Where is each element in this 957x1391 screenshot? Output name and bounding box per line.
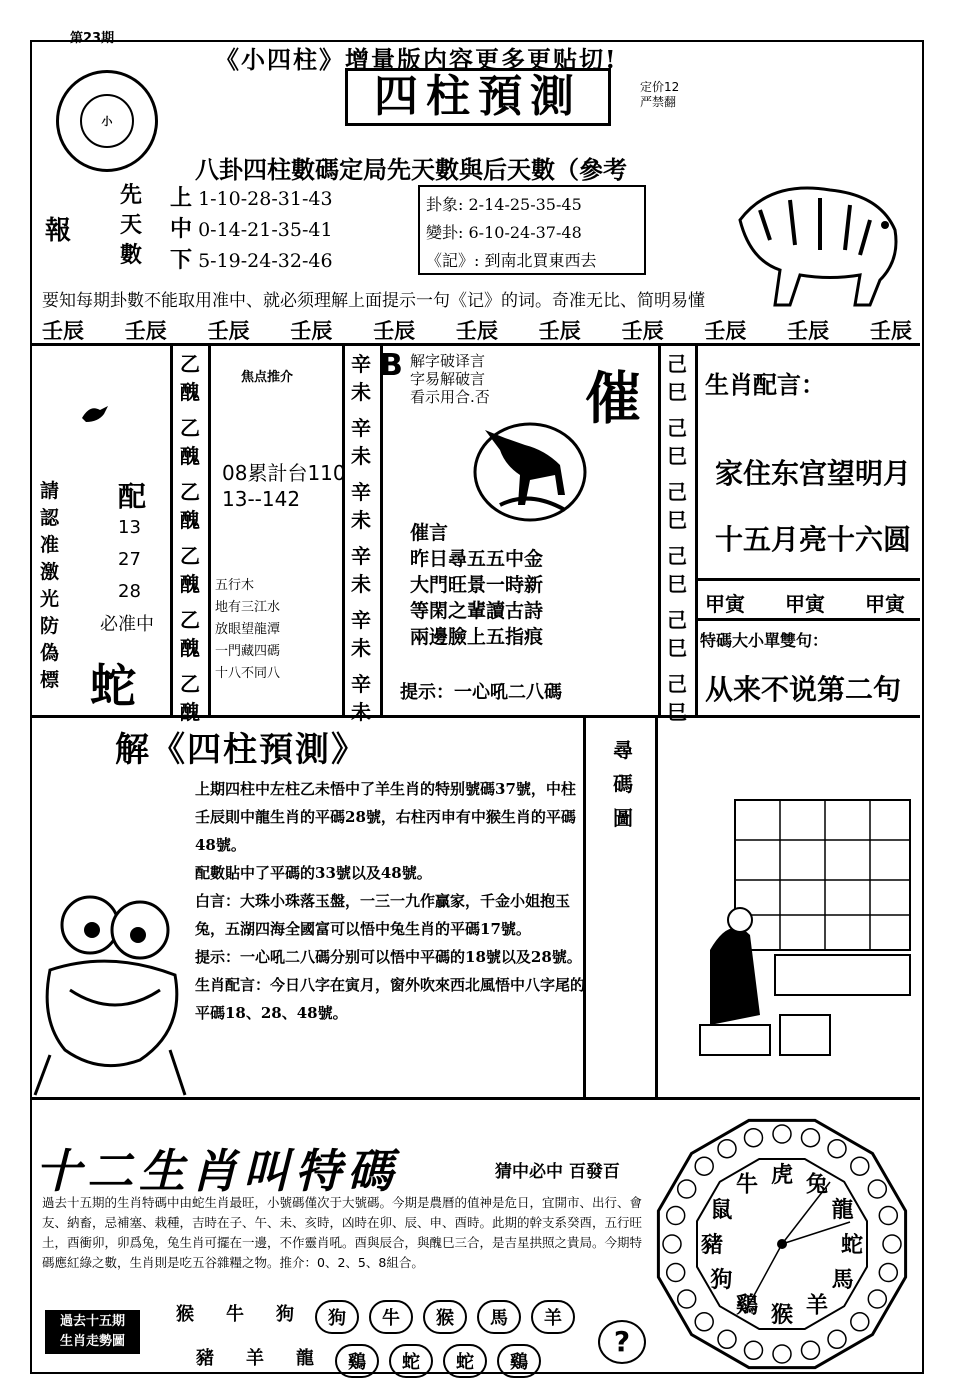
wheel-zodiac-label: 羊 <box>805 1292 829 1319</box>
b-letter: B <box>380 348 403 383</box>
jiayin-item: 甲寅 <box>785 592 825 616</box>
wheel-number-ball <box>802 1129 820 1147</box>
xinwei-item: 辛未 <box>351 416 371 468</box>
trend-row-1 <box>165 1300 575 1334</box>
wheel-number-ball <box>667 1207 685 1225</box>
renchen-item: 壬辰 <box>455 318 498 343</box>
question-mark: ? <box>598 1320 646 1364</box>
jiayin-row <box>705 588 905 617</box>
explain-title: 解《四柱預測》 <box>115 730 367 770</box>
divider <box>697 578 920 581</box>
wheel-number-ball <box>695 1313 713 1331</box>
wheel-number-ball <box>678 1180 696 1198</box>
zodiac-item: 猴 <box>176 1304 194 1325</box>
wheel-number-ball <box>678 1290 696 1308</box>
zodiac-item: 狗 <box>276 1304 294 1325</box>
yichou-item: 乙醜 <box>180 544 200 596</box>
cuiyan-line: 大門旺景一時新 <box>410 574 544 596</box>
cuiyan-title: 催言 <box>410 522 449 544</box>
wheel-number-ball <box>663 1235 681 1253</box>
explain-paragraph: 白言：大珠小珠落玉盤，一三一九作贏家，千金小姐抱玉兔，五湖四海全國富可以悟中兔生肖的平碼17號。 <box>195 892 571 938</box>
wheel-zodiac-label: 虎 <box>770 1162 794 1188</box>
yichou-item: 乙醜 <box>180 416 200 468</box>
pei-label: 配 <box>118 480 147 513</box>
cuiyan-poem <box>410 520 543 650</box>
wheel-zodiac-label: 豬 <box>700 1232 724 1258</box>
wheel-number-ball <box>883 1235 901 1253</box>
zodiac-item: 鷄 <box>497 1344 541 1378</box>
wheel-number-ball <box>745 1129 763 1147</box>
wheel-number-ball <box>695 1157 713 1175</box>
divider <box>655 718 658 1098</box>
divider <box>380 343 383 715</box>
cui-heading: 催 <box>585 366 641 432</box>
seal-inner: 小 <box>80 94 134 148</box>
renchen-item: 壬辰 <box>704 318 747 343</box>
wheel-number-ball <box>773 1125 791 1143</box>
xinwei-item: 辛未 <box>351 352 371 404</box>
anti-counterfeit-note: 請認准激光防偽標 <box>40 480 60 691</box>
jisi-column <box>663 350 691 734</box>
jisi-item: 己巳 <box>667 352 687 404</box>
poem-line: 一門藏四碼 <box>215 644 281 659</box>
zodiac-analysis: 過去十五期的生肖特碼中由蛇生肖最旺，小號碼僅次于大號碼。今期是農曆的值神是危日，宜開市、出行、會友、納畜，忌補塞、栽種，吉時在子、午、未、亥時，凶時在卯、辰、申、酉時。此期的幹支系癸酉，五行旺土，酉衝卯，卯爲兔，兔生肖可擺在一邊，不作靈肖吼。酉與辰合，與醜巳三合，是吉星拱照之貴局。今期特碼應紅綠之數，生肖則是吃五谷雜糧之物。推介：0、2、5、8組合。 <box>42 1195 643 1270</box>
xinwei-item: 辛未 <box>351 608 371 660</box>
banner: 《小四柱》增量版内容更多更贴切! <box>215 45 618 74</box>
wheel-number-ball <box>879 1264 897 1282</box>
poem-line: 十八不同八 <box>215 666 281 681</box>
number-row: 中 0-14-21-35-41 <box>170 216 333 242</box>
riddle-line: 字易解破言 <box>410 370 486 388</box>
wheel-zodiac-label: 鷄 <box>735 1292 759 1319</box>
zodiac-item: 豬 <box>196 1348 214 1369</box>
xiantian-labels <box>120 180 142 270</box>
renchen-item: 壬辰 <box>373 318 416 343</box>
wheel-zodiac-label: 鼠 <box>710 1197 733 1223</box>
number-row: 下 5-19-24-32-46 <box>170 247 333 273</box>
renchen-item: 壬辰 <box>621 318 664 343</box>
zodiac-item: 猴 <box>423 1300 467 1334</box>
pei-number: 13 <box>118 517 141 538</box>
number-rows <box>170 183 333 276</box>
divider <box>30 715 920 718</box>
zodiac-item: 狗 <box>315 1300 359 1334</box>
deer-emblem <box>470 410 590 525</box>
riddle-lines <box>410 352 490 406</box>
shengxiao-title: 生肖配言： <box>705 370 825 399</box>
xinwei-item: 辛未 <box>351 672 371 724</box>
divider <box>697 618 920 621</box>
size-label: 特碼大小單雙句： <box>700 631 829 650</box>
bird-icon <box>80 400 110 426</box>
yichou-item: 乙醜 <box>180 672 200 724</box>
poem-line: 五行木 <box>215 578 255 593</box>
jisi-item: 己巳 <box>667 672 687 724</box>
page-title: 四柱預測 <box>345 68 611 126</box>
wheel-number-ball <box>745 1341 763 1359</box>
shengxiao-line: 十五月亮十六圆 <box>715 523 912 556</box>
wheel-number-ball <box>868 1290 886 1308</box>
jisi-item: 己巳 <box>667 416 687 468</box>
guess-slogan: 猜中必中 百發百 <box>495 1162 620 1182</box>
tip-line: 提示：一心吼二八碼 <box>400 682 562 703</box>
xinwei-item: 辛未 <box>351 544 371 596</box>
wheel-number-ball <box>851 1157 869 1175</box>
wheel-number-ball <box>667 1264 685 1282</box>
gua-row: 卦象: 2-14-25-35-45 <box>426 195 582 214</box>
wheel-number-ball <box>879 1207 897 1225</box>
seal-stamp <box>56 70 158 172</box>
cuiyan-line: 昨日尋五五中金 <box>410 548 544 570</box>
renchen-row <box>42 315 912 345</box>
explain-text <box>195 775 585 1027</box>
renchen-item: 壬辰 <box>869 318 912 343</box>
explain-paragraph: 上期四柱中左柱乙未悟中了羊生肖的特别號碼37號，中柱壬辰則中龍生肖的平碼28號，右柱丙申有中猴生肖的平碼48號。 <box>195 780 576 854</box>
divider <box>170 343 173 715</box>
xunma-char: 圖 <box>613 806 633 830</box>
cumulative-line: 08累計台110 <box>222 461 346 485</box>
zodiac-item: 羊 <box>531 1300 575 1334</box>
wheel-zodiac-label: 兔 <box>805 1171 829 1198</box>
zodiac-item: 鷄 <box>335 1344 379 1378</box>
bizhun-label: 必准中 <box>100 614 154 635</box>
jiayin-item: 甲寅 <box>865 592 905 616</box>
trend-row-2 <box>185 1344 541 1378</box>
price-line: 定价12 <box>640 80 680 94</box>
wheel-number-ball <box>828 1330 846 1348</box>
yichou-item: 乙醜 <box>180 480 200 532</box>
trend-label-line: 過去十五期 <box>59 1314 125 1329</box>
label-xian: 先 <box>120 182 143 208</box>
wheel-number-ball <box>828 1140 846 1158</box>
renchen-item: 壬辰 <box>207 318 250 343</box>
wheel-number-ball <box>868 1180 886 1198</box>
tiger-illustration <box>720 150 910 310</box>
xunma-char: 尋 <box>613 738 633 762</box>
divider <box>695 343 698 715</box>
focus-label: 焦点推介 <box>240 370 293 385</box>
wuxing-poem <box>215 575 280 685</box>
poem-line: 放眼望龍潭 <box>215 622 281 637</box>
trend-label-line: 生肖走勢圖 <box>59 1334 125 1349</box>
xunma-label <box>608 733 638 835</box>
riddle-line: 解字破译言 <box>410 352 486 370</box>
wheel-number-ball <box>773 1345 791 1363</box>
wheel-zodiac-label: 狗 <box>710 1267 733 1293</box>
zodiac-item: 龍 <box>296 1348 314 1369</box>
yichou-item: 乙醜 <box>180 352 200 404</box>
renchen-item: 壬辰 <box>787 318 830 343</box>
cumulative-record <box>222 460 346 512</box>
explain-paragraph: 配數貼中了平碼的33號以及48號。 <box>195 864 432 882</box>
wheel-number-ball <box>718 1140 736 1158</box>
poem-line: 地有三江水 <box>215 600 281 615</box>
divider <box>342 343 345 715</box>
renchen-item: 壬辰 <box>538 318 581 343</box>
size-line: 从来不说第二句 <box>705 673 902 706</box>
gua-row: 變卦: 6-10-24-37-48 <box>426 223 582 242</box>
wheel-zodiac-label: 猴 <box>770 1302 794 1328</box>
wheel-number-ball <box>802 1341 820 1359</box>
snake-zodiac: 蛇 <box>90 659 136 713</box>
zodiac-item: 蛇 <box>389 1344 433 1378</box>
zodiac-item: 馬 <box>477 1300 521 1334</box>
price-note <box>640 80 679 110</box>
label-tian: 天 <box>120 212 143 238</box>
room-illustration <box>690 795 915 1095</box>
cuiyan-line: 兩邊臉上五指痕 <box>410 626 544 648</box>
shengxiao-line: 家住东宫望明月 <box>715 457 912 490</box>
jiayin-item: 甲寅 <box>705 592 745 616</box>
renchen-item: 壬辰 <box>42 318 84 343</box>
wheel-zodiac-label: 牛 <box>735 1171 759 1198</box>
xinwei-column <box>347 350 375 734</box>
xinwei-item: 辛未 <box>351 480 371 532</box>
wheel-number-ball <box>718 1330 736 1348</box>
yichou-column <box>176 350 204 734</box>
explain-paragraph: 生肖配言：今日八字在寅月，窗外吹來西北風悟中八字尾的平碼18、28、48號。 <box>195 976 586 1022</box>
zodiac-item: 牛 <box>369 1300 413 1334</box>
frog-cartoon <box>30 880 190 1100</box>
riddle-line: 看示用合.否 <box>410 388 490 406</box>
xunma-char: 碼 <box>613 772 633 796</box>
pei-number: 28 <box>118 581 141 602</box>
zodiac-item: 蛇 <box>443 1344 487 1378</box>
number-row: 上 1-10-28-31-43 <box>170 185 333 211</box>
renchen-item: 壬辰 <box>124 318 167 343</box>
zodiac-banner: 十二生肖叫特碼 <box>35 1144 399 1198</box>
bao-label: 報 <box>45 216 72 246</box>
cuiyan-line: 等閑之輩讀古詩 <box>410 600 544 622</box>
issue-number: 第23期 <box>70 31 115 46</box>
wheel-zodiac-label: 龍 <box>831 1197 854 1223</box>
instruction-note: 要知每期卦數不能取用准中、就必须理解上面提示一句《记》的词。奇准无比、简明易懂 <box>42 291 705 311</box>
cumulative-line: 13--142 <box>222 487 301 511</box>
zodiac-wheel <box>650 1112 914 1376</box>
label-shu: 數 <box>120 242 143 268</box>
divider <box>208 343 211 715</box>
wheel-zodiac-label: 馬 <box>831 1267 854 1293</box>
trend-label <box>45 1310 140 1354</box>
gua-row: 《記》: 到南北買東西去 <box>426 251 597 270</box>
pei-number: 27 <box>118 549 141 570</box>
zodiac-item: 羊 <box>246 1348 264 1369</box>
renchen-item: 壬辰 <box>290 318 333 343</box>
jisi-item: 己巳 <box>667 608 687 660</box>
jisi-item: 己巳 <box>667 480 687 532</box>
zodiac-item: 牛 <box>226 1304 244 1325</box>
divider <box>658 343 661 715</box>
copyright-line: 严禁翻 <box>640 95 677 109</box>
pei-numbers <box>118 512 141 608</box>
wheel-number-ball <box>851 1313 869 1331</box>
yichou-item: 乙醜 <box>180 608 200 660</box>
wheel-zodiac-label: 蛇 <box>840 1232 864 1258</box>
gua-box <box>418 185 646 275</box>
subtitle: 八卦四柱數碼定局先天數與后天數（參考 <box>195 155 627 184</box>
jisi-item: 己巳 <box>667 544 687 596</box>
explain-paragraph: 提示：一心吼二八碼分别可以悟中平碼的18號以及28號。 <box>195 948 582 966</box>
